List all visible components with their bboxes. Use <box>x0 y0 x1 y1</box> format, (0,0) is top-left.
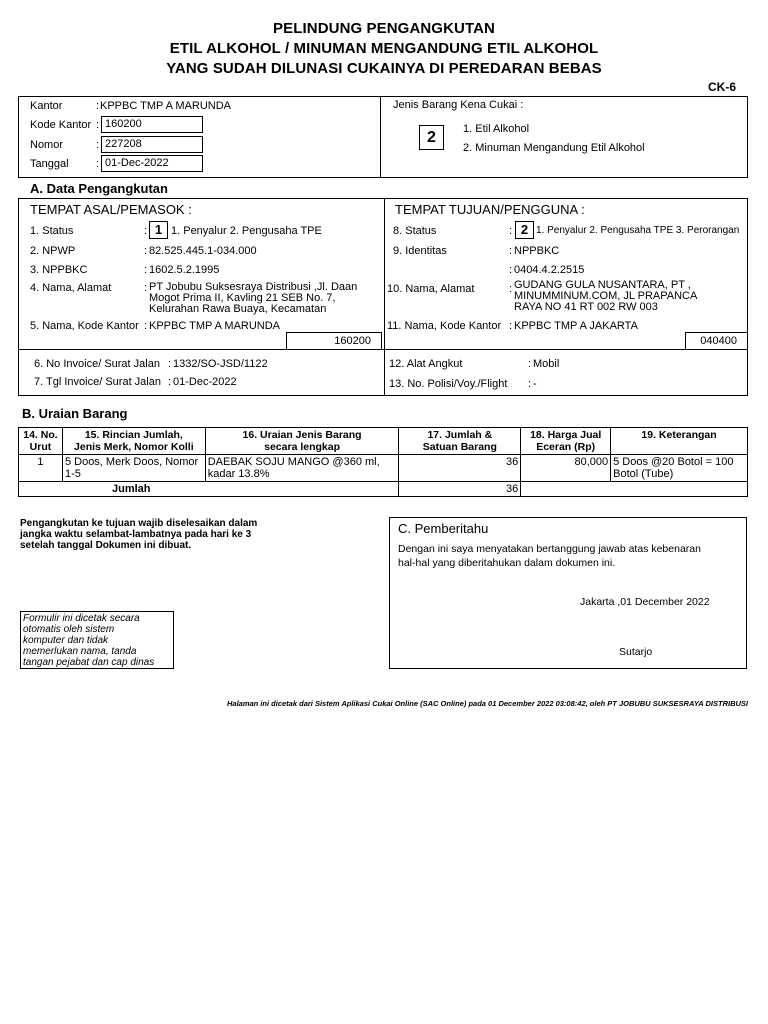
table-total-row <box>19 482 748 497</box>
dest-kantor-code: 040400 <box>685 332 748 350</box>
jenis-option-2: 2. Minuman Mengandung Etil Alkohol <box>463 142 645 154</box>
kantor-label: Kantor <box>30 100 63 112</box>
section-c-title: C. Pemberitahu <box>398 521 489 536</box>
origin-nama-label: 4. Nama, Alamat <box>30 282 112 294</box>
origin-nama-line1: PT Jobubu Suksesraya Distribusi ,Jl. Daan <box>149 281 358 293</box>
tanggal-field: 01-Dec-2022 <box>101 155 203 172</box>
origin-status-label: 1. Status <box>30 225 74 237</box>
col-keterangan-header: 19. Keterangan <box>611 428 748 455</box>
row-uraian: DAEBAK SOJU MANGO @360 ml, kadar 13.8% <box>205 455 399 482</box>
row-harga: 80,000 <box>521 455 611 482</box>
origin-nama-line2: Mogot Prima II, Kavling 21 SEB No. 7, <box>149 292 336 304</box>
col-jumlah-header: 17. Jumlah & Satuan Barang <box>399 428 521 455</box>
doc-title-line1: PELINDUNG PENGANGKUTAN <box>273 20 495 37</box>
tgl-invoice-label: 7. Tgl Invoice/ Surat Jalan <box>34 376 161 388</box>
jenis-barang-label: Jenis Barang Kena Cukai : <box>393 99 524 111</box>
npwp-label: 2. NPWP <box>30 245 76 257</box>
dest-status-value: 2 <box>515 221 534 239</box>
nppbkc-label: 3. NPPBKC <box>30 264 88 276</box>
origin-status-value: 1 <box>149 221 168 239</box>
identitas-label: 9. Identitas <box>393 245 447 257</box>
polisi-label: 13. No. Polisi/Voy./Flight <box>389 378 508 390</box>
dest-kantor-label: 11. Nama, Kode Kantor <box>387 320 502 332</box>
row-keterangan: 5 Doos @20 Botol = 100 Botol (Tube) <box>611 455 748 482</box>
signer-name: Sutarjo <box>619 646 653 658</box>
dest-kantor-value: KPPBC TMP A JAKARTA <box>514 320 638 332</box>
section-a-title: A. Data Pengangkutan <box>30 181 168 196</box>
kantor-value: KPPBC TMP A MARUNDA <box>100 100 232 112</box>
doc-title-line2: ETIL ALKOHOL / MINUMAN MENGANDUNG ETIL ALKOHOL <box>169 40 599 57</box>
jenis-barang-value: 2 <box>419 125 444 150</box>
deadline-notice: Pengangkutan ke tujuan wajib diselesaikan dalam jangka waktu selambat-lambatnya pada hari ke 3 setelah tanggal Dokumen ini dibuat. <box>20 518 258 551</box>
dest-nama-line1: GUDANG GULA NUSANTARA, PT , <box>514 279 691 291</box>
items-table <box>18 427 748 497</box>
dest-status-label: 8. Status <box>393 225 437 237</box>
section-c-box <box>389 517 747 669</box>
total-label: Jumlah <box>19 482 399 497</box>
jenis-option-1: 1. Etil Alkohol <box>463 123 530 135</box>
doc-title-line3: YANG SUDAH DILUNASI CUKAINYA DI PEREDARAN BEBAS <box>166 60 602 77</box>
npwp-value: 82.525.445.1-034.000 <box>149 245 257 257</box>
invoice-label: 6. No Invoice/ Surat Jalan <box>34 358 160 370</box>
row-no: 1 <box>19 455 63 482</box>
dest-nama-line3: RAYA NO 41 RT 002 RW 003 <box>514 301 658 313</box>
table-row <box>19 455 748 482</box>
identitas-value: NPPBKC <box>514 245 560 257</box>
form-code: CK-6 <box>707 80 736 94</box>
declaration-line2: hal-hal yang diberitahukan dalam dokumen ini. <box>398 557 616 569</box>
nppbkc-value: 1602.5.2.1995 <box>149 264 220 276</box>
col-no-header: 14. No. Urut <box>19 428 63 455</box>
origin-kantor-value: KPPBC TMP A MARUNDA <box>149 320 281 332</box>
col-rincian-header: 15. Rincian Jumlah, Jenis Merk, Nomor Kolli <box>62 428 205 455</box>
identitas-number: 0404.4.2.2515 <box>514 264 585 276</box>
col-uraian-header: 16. Uraian Jenis Barang secara lengkap <box>205 428 399 455</box>
dest-nama-line2: MINUMMINUM.COM, JL PRAPANCA <box>514 290 698 302</box>
row-jumlah: 36 <box>399 455 521 482</box>
tgl-invoice-value: 01-Dec-2022 <box>173 376 237 388</box>
polisi-value: - <box>533 378 537 390</box>
origin-header: TEMPAT ASAL/PEMASOK : <box>30 202 192 217</box>
nomor-label: Nomor <box>30 139 64 151</box>
table-header-row <box>19 428 748 455</box>
origin-kantor-label: 5. Nama, Kode Kantor <box>30 320 139 332</box>
section-b-title: B. Uraian Barang <box>22 406 128 421</box>
printed-note-box: Formulir ini dicetak secara otomatis oleh sistem komputer dan tidak memerlukan nama, tanda tangan pejabat dan cap dinas <box>20 611 174 669</box>
kode-kantor-label: Kode Kantor <box>30 119 92 131</box>
row-rincian: 5 Doos, Merk Doos, Nomor 1-5 <box>62 455 205 482</box>
dest-nama-label: 10. Nama, Alamat <box>387 283 475 295</box>
invoice-value: 1332/SO-JSD/1122 <box>173 358 268 370</box>
tanggal-label: Tanggal <box>30 158 69 170</box>
dest-status-options: 1. Penyalur 2. Pengusaha TPE 3. Perorangan <box>536 225 740 236</box>
declaration-line1: Dengan ini saya menyatakan bertanggung jawab atas kebenaran <box>398 543 701 555</box>
origin-nama-line3: Kelurahan Rawa Buaya, Kecamatan <box>149 303 327 315</box>
origin-kantor-code: 160200 <box>286 332 382 350</box>
kode-kantor-field: 160200 <box>101 116 203 133</box>
total-value: 36 <box>399 482 521 497</box>
origin-status-options: 1. Penyalur 2. Pengusaha TPE <box>171 225 322 237</box>
nomor-field: 227208 <box>101 136 203 153</box>
col-harga-header: 18. Harga Jual Eceran (Rp) <box>521 428 611 455</box>
destination-header: TEMPAT TUJUAN/PENGGUNA : <box>395 202 585 217</box>
alat-angkut-label: 12. Alat Angkut <box>389 358 463 370</box>
alat-angkut-value: Mobil <box>533 358 560 370</box>
place-date: Jakarta ,01 December 2022 <box>580 596 710 608</box>
footer-print-info: Halaman ini dicetak dari Sistem Aplikasi Cukai Online (SAC Online) pada 01 December 2022 03:08:42, oleh PT JOBUBU SUKSESRAYA DISTRIBUSI <box>227 699 748 708</box>
